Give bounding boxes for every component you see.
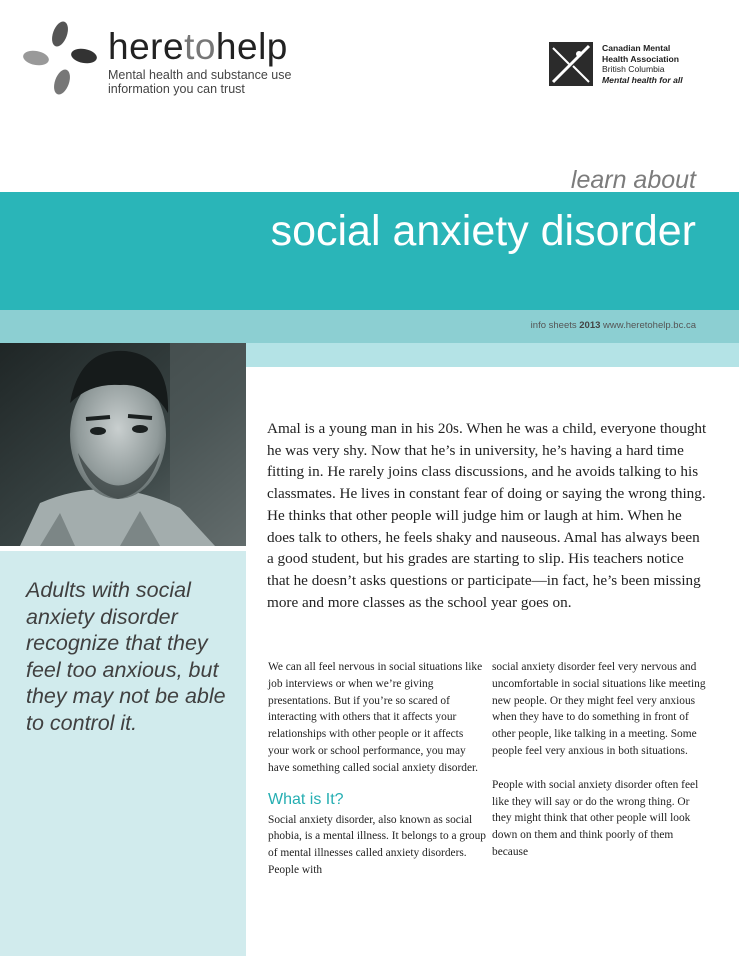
intro-paragraph: Amal is a young man in his 20s. When he was a child, everyone thought he was very shy. Now that he’s in university, he’s having a hard time fitting in. He rarely joins class discussions, and he avoids talking to his classmates. He lives in constant fear of doing or saying the wrong thing. He thinks that other people will judge him or laugh at him. When he does talk to others, he feels shaky and nauseous. Amal has always been a good student, but his grades are starting to slip. His teachers notice that he doesn’t asks questions or participate—in fact, he’s been missing more and more classes as the school year goes on.	[267, 420, 707, 611]
body-paragraph: Social anxiety disorder, also known as social phobia, is a mental illness. It belongs to a group of mental illnesses called anxiety disorders. People with	[268, 813, 486, 876]
page-title: social anxiety disorder	[270, 207, 696, 255]
kicker-text: learn about	[570, 166, 696, 194]
accent-band	[246, 343, 739, 367]
portrait-photo	[0, 343, 246, 546]
logo-tagline: Mental health and substance use information you can trust	[108, 68, 292, 96]
section-heading: What is It?	[268, 790, 344, 808]
pull-quote: Adults with social anxiety disorder recognize that they feel too anxious, but they may not be able to control it.	[26, 578, 226, 735]
series-line: info sheets 2013 www.heretohelp.bc.ca	[530, 320, 696, 331]
body-paragraph: People with social anxiety disorder often feel like they will say or do the wrong thing. Or they might think that other people will look down on them and think poorly of them because	[492, 778, 699, 858]
body-paragraph: We can all feel nervous in social situations like job interviews or when we’re giving presentations. But if you’re so scared of interacting with others that it affects your relationships with other people or it affects your work or school performance, you may have something called social anxiety disorder.	[268, 661, 483, 774]
body-column-1	[268, 659, 486, 879]
body-paragraph: social anxiety disorder feel very nervous and uncomfortable in social situations like meeting new people. Or they might feel very anxious when they have to do something in front of other people, like talking in a meeting. Some people feel very anxious in both situations.	[492, 661, 706, 757]
logo-wordmark: heretohelp	[108, 26, 288, 67]
heretohelp-logo-icon	[22, 20, 98, 96]
cmha-name: Canadian Mental Health Association British Columbia Mental health for all	[602, 43, 683, 85]
cmha-logo-icon	[549, 42, 593, 86]
body-column-2	[492, 659, 710, 861]
